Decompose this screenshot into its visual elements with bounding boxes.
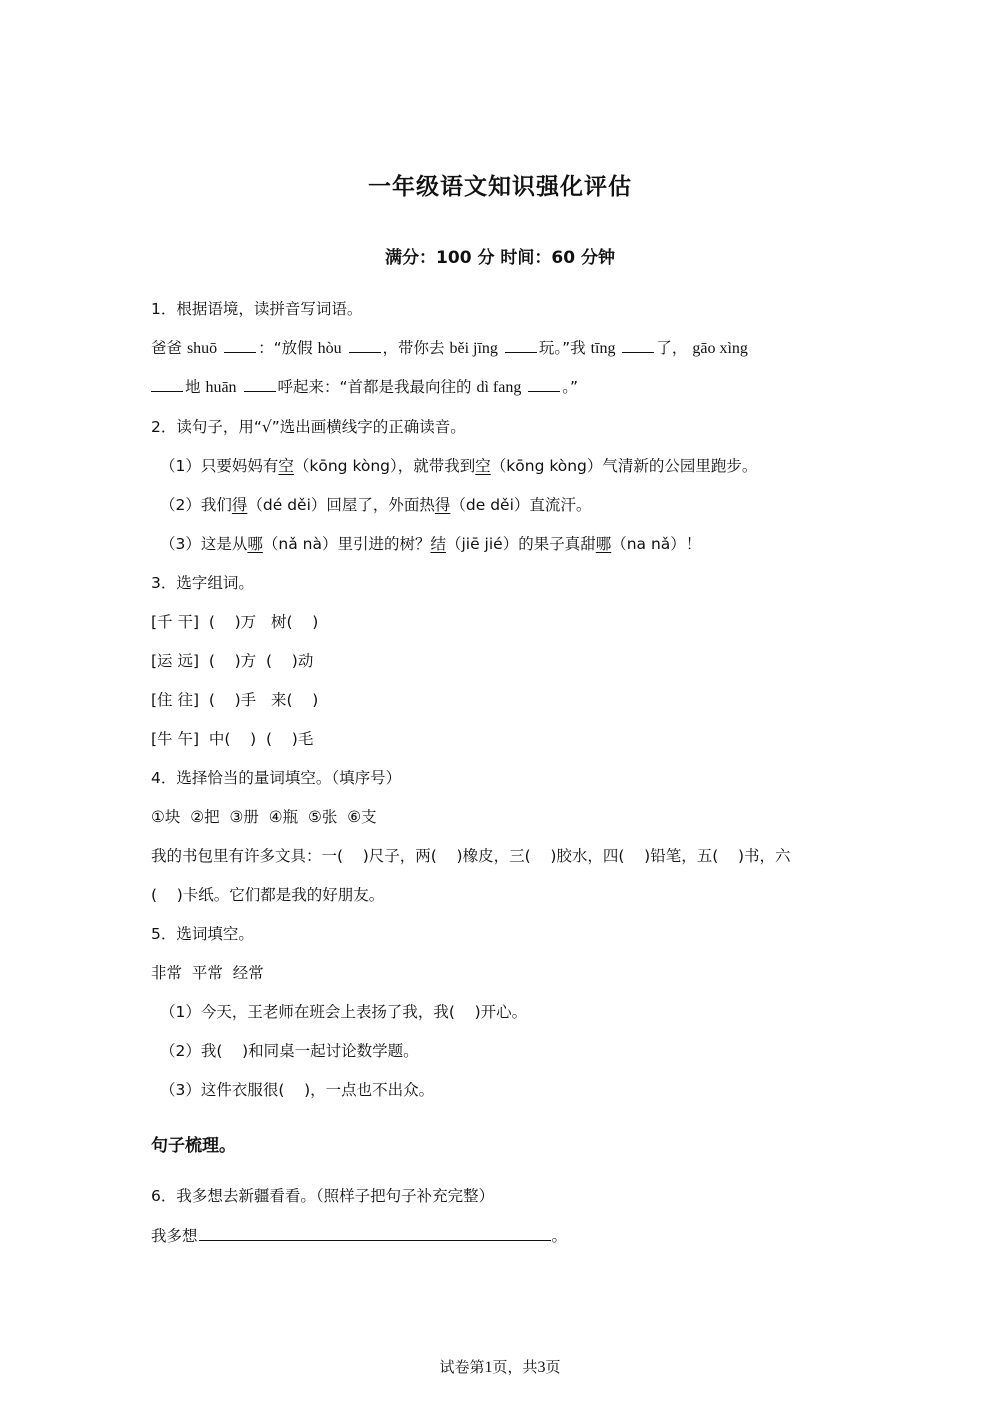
question-4-line-2[interactable]: ( )卡纸。它们都是我的好朋友。 [151,886,385,904]
question-5-item[interactable]: （1）今天，王老师在班会上表扬了我，我( )开心。 [160,1003,528,1021]
question-6-stem: 6．我多想去新疆看看。（照样子把句子补充完整） [151,1187,495,1205]
question-2-stem: 2．读句子，用“√”选出画横线字的正确读音。 [151,418,466,436]
answer-blank[interactable] [244,377,276,392]
question-1-line-1 [151,337,871,360]
underlined-char: 得 [231,496,248,514]
question-6-answer-line [151,1225,871,1247]
answer-blank[interactable] [528,377,560,392]
page-title: 一年级语文知识强化评估 [368,174,632,200]
pinyin: huān [205,379,237,396]
question-3-row[interactable]: [运 远] ( )方 ( )动 [151,652,314,670]
text[interactable]: （nǎ nà）里引进的树？ [262,535,431,553]
question-1-stem: 1．根据语境，读拼音写词语。 [151,300,363,318]
page-footer [0,1356,1000,1377]
text: 试卷第 [439,1358,485,1376]
question-3-row[interactable]: [住 往] ( )手 来( ) [151,691,319,709]
text: 。 [551,1227,568,1245]
question-3-row[interactable]: [牛 午] 中( ) ( )毛 [151,730,314,748]
underlined-char: 空 [278,457,294,475]
measure-word-options: ①块 ②把 ③册 ④瓶 ⑤张 ⑥支 [151,808,377,826]
word-choices: 非常 平常 经常 [151,964,264,982]
text: 页 [545,1358,561,1376]
answer-blank[interactable] [349,338,381,353]
total-pages: 3 [537,1359,546,1376]
text[interactable]: （dé děi）回屋了，外面热 [247,496,435,514]
pinyin: hòu [317,340,342,357]
underlined-char: 空 [475,457,491,475]
pinyin: shuō [186,340,218,357]
pinyin: tīng [590,340,616,357]
text[interactable]: （na nǎ）！ [611,535,702,553]
text: 玩。”我 [538,339,586,357]
text[interactable]: （kōng kòng）气清新的公园里跑步。 [490,457,758,475]
text: 爸爸 [151,339,183,357]
text: 了， [656,339,688,357]
page-number: 1 [484,1359,493,1376]
question-1-line-2 [151,376,871,399]
question-4-line-1[interactable]: 我的书包里有许多文具：一( )尺子，两( )橡皮，三( )胶水，四( )铅笔，五( )书，六 [151,847,791,865]
answer-blank[interactable] [622,338,654,353]
text: 我多想 [151,1227,198,1245]
question-2-item-3 [160,533,880,555]
text: 页，共 [492,1358,538,1376]
question-3-stem: 3．选字组词。 [151,574,254,592]
question-2-item-2 [160,494,880,516]
text: 呼起来：“首都是我最向往的 [277,378,472,396]
question-4-stem: 4．选择恰当的量词填空。（填序号） [151,769,402,787]
answer-blank[interactable] [199,1226,551,1241]
text: （1）只要妈妈有 [160,457,279,475]
question-3-row[interactable]: [千 干] ( )万 树( ) [151,613,319,631]
text[interactable]: （kōng kòng），就带我到 [293,457,476,475]
text: （3）这是从 [160,535,248,553]
text[interactable]: （de děi）直流汗。 [450,496,592,514]
underlined-char: 得 [434,496,451,514]
text[interactable]: （jiē jié）的果子真甜 [445,535,596,553]
section-heading: 句子梳理。 [151,1136,236,1156]
question-5-item[interactable]: （3）这件衣服很( )，一点也不出众。 [160,1081,435,1099]
answer-blank[interactable] [151,377,183,392]
pinyin: gāo xìng [692,340,748,357]
text: ，带你去 [382,339,445,357]
question-2-item-1 [160,455,880,477]
underlined-char: 结 [430,535,446,553]
question-5-stem: 5．选词填空。 [151,925,254,943]
text: 。” [562,378,579,396]
answer-blank[interactable] [224,338,256,353]
text: （2）我们 [160,496,232,514]
text: ：“放假 [258,339,313,357]
pinyin: dì fang [476,379,522,396]
pinyin: běi jīng [449,340,498,357]
underlined-char: 哪 [595,535,612,553]
answer-blank[interactable] [505,338,537,353]
underlined-char: 哪 [247,535,263,553]
text: 地 [185,378,201,396]
score-time-info: 满分：100 分 时间：60 分钟 [385,248,615,268]
question-5-item[interactable]: （2）我( )和同桌一起讨论数学题。 [160,1042,419,1060]
